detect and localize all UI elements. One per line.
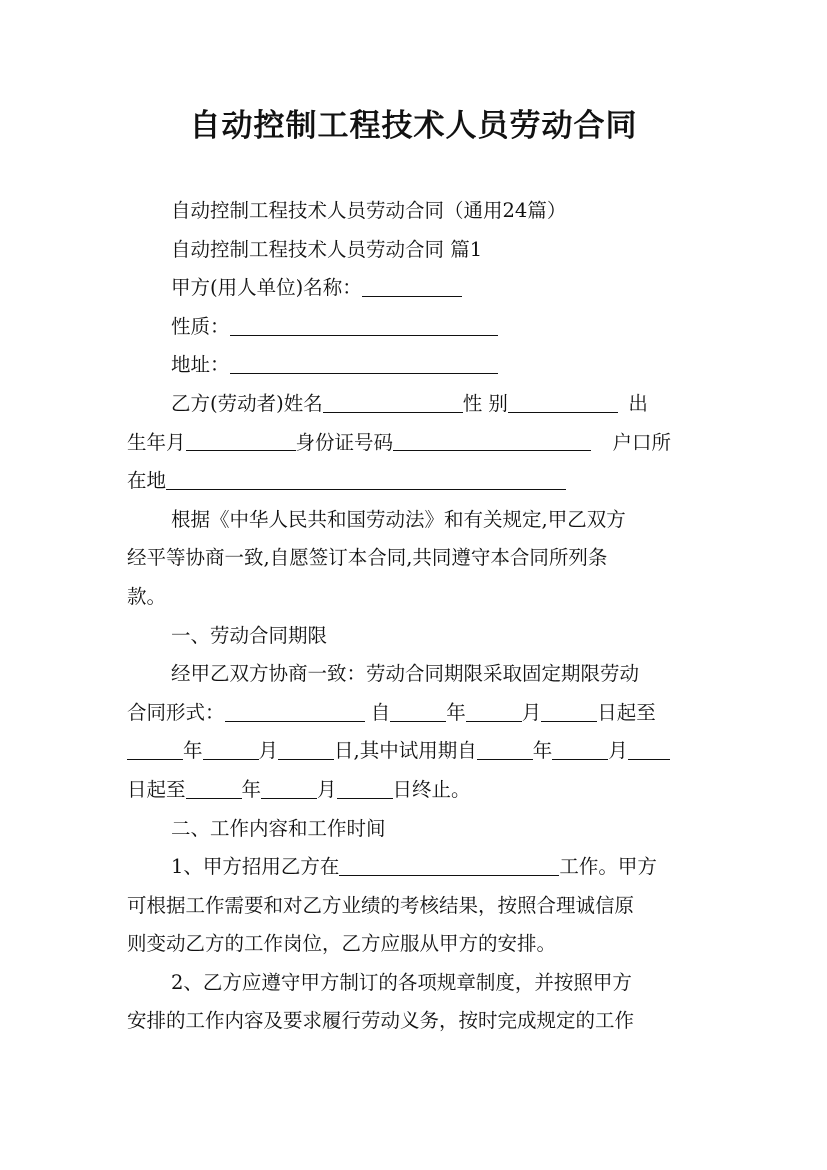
paragraph-line: [127, 887, 701, 926]
term-line: [127, 771, 701, 810]
employer-address-line: [127, 346, 701, 385]
paragraph-text: 1、甲方招用乙方在: [171, 855, 340, 879]
blank-field: [186, 778, 242, 799]
text-line: [127, 192, 701, 231]
paragraph-text: 工作。甲方: [559, 855, 657, 879]
field-label: 乙方(劳动者)姓名: [171, 391, 323, 415]
field-label: 生年月: [127, 430, 186, 454]
paragraph-text: 经甲乙双方协商一致：劳动合同期限采取固定期限劳动: [171, 662, 640, 686]
field-label: 身份证号码: [295, 430, 394, 454]
field-label: 自: [364, 700, 391, 724]
blank-field: [203, 740, 259, 761]
employer-name-line: [127, 269, 701, 308]
term-line: [127, 694, 701, 733]
contract-subtitle: 自动控制工程技术人员劳动合同（通用24篇）: [171, 199, 567, 222]
paragraph-text: 2、乙方应遵守甲方制订的各项规章制度，并按照甲方: [171, 970, 632, 994]
blank-field: [230, 354, 498, 375]
field-label: 年: [241, 777, 262, 801]
employee-info-line: [127, 462, 701, 501]
blank-field: [261, 778, 317, 799]
term-line: [127, 732, 701, 771]
field-label: 月: [521, 700, 542, 724]
section-heading-line: [127, 617, 701, 656]
blank-field: [390, 701, 446, 722]
document-title: 自动控制工程技术人员劳动合同: [189, 108, 638, 144]
field-label: 户口所: [612, 430, 672, 454]
section-heading: 一、劳动合同期限: [171, 623, 328, 647]
paragraph-line: [127, 501, 701, 540]
paragraph-text: 款。: [127, 584, 167, 608]
paragraph-text: 经平等协商一致,自愿签订本合同,共同遵守本合同所列条: [127, 546, 608, 570]
paragraph-line: [127, 848, 701, 887]
employer-nature-line: [127, 308, 701, 347]
blank-field: [541, 701, 597, 722]
blank-field: [393, 431, 591, 452]
field-label: 年: [446, 700, 466, 724]
blank-field: [477, 740, 533, 761]
blank-field: [166, 470, 566, 491]
field-label: 月: [608, 739, 628, 763]
paragraph-line: [127, 1002, 701, 1041]
paragraph-line: [127, 655, 701, 694]
section-heading: 自动控制工程技术人员劳动合同 篇1: [171, 237, 483, 261]
field-label: 日起至: [127, 777, 186, 801]
text-line: [127, 231, 701, 270]
field-label: 甲方(用人单位)名称：: [171, 276, 362, 300]
paragraph-line: [127, 964, 701, 1003]
paragraph-text: 可根据工作需要和对乙方业绩的考核结果，按照合理诚信原: [127, 893, 635, 917]
blank-field: [339, 856, 559, 877]
field-label: 性 别: [462, 391, 508, 415]
field-label: 出: [628, 391, 648, 415]
paragraph-text: 安排的工作内容及要求履行劳动义务，按时完成规定的工作: [127, 1009, 635, 1033]
field-label: 年: [532, 739, 553, 763]
paragraph-line: [127, 925, 701, 964]
blank-field: [278, 740, 334, 761]
blank-field: [628, 740, 670, 761]
blank-field: [225, 701, 365, 722]
blank-field: [466, 701, 522, 722]
paragraph-text: 根据《中华人民共和国劳动法》和有关规定,甲乙双方: [171, 507, 626, 531]
blank-field: [337, 778, 393, 799]
field-label: 日起至: [597, 700, 656, 724]
employee-info-line: [127, 385, 701, 424]
blank-field: [362, 277, 462, 298]
blank-field: [186, 431, 296, 452]
field-label: 年: [183, 739, 203, 763]
document-body: [127, 192, 701, 1041]
field-label: 月: [317, 777, 337, 801]
section-heading-line: [127, 810, 701, 849]
field-label: 日终止。: [392, 777, 471, 801]
blank-field: [323, 392, 463, 413]
paragraph-text: 则变动乙方的工作岗位，乙方应服从甲方的安排。: [127, 932, 557, 956]
section-heading: 二、工作内容和工作时间: [171, 816, 386, 840]
field-label: 日,其中试用期自: [334, 739, 477, 763]
paragraph-line: [127, 578, 701, 617]
paragraph-line: [127, 539, 701, 578]
field-label: 在地: [127, 469, 167, 493]
field-label: 合同形式：: [127, 700, 225, 724]
blank-field: [552, 740, 608, 761]
blank-field: [230, 315, 498, 336]
blank-field: [127, 740, 183, 761]
field-label: 月: [258, 739, 279, 763]
field-label: 性质：: [171, 314, 230, 338]
field-label: 地址：: [171, 353, 230, 377]
employee-info-line: [127, 424, 701, 463]
blank-field: [508, 392, 618, 413]
